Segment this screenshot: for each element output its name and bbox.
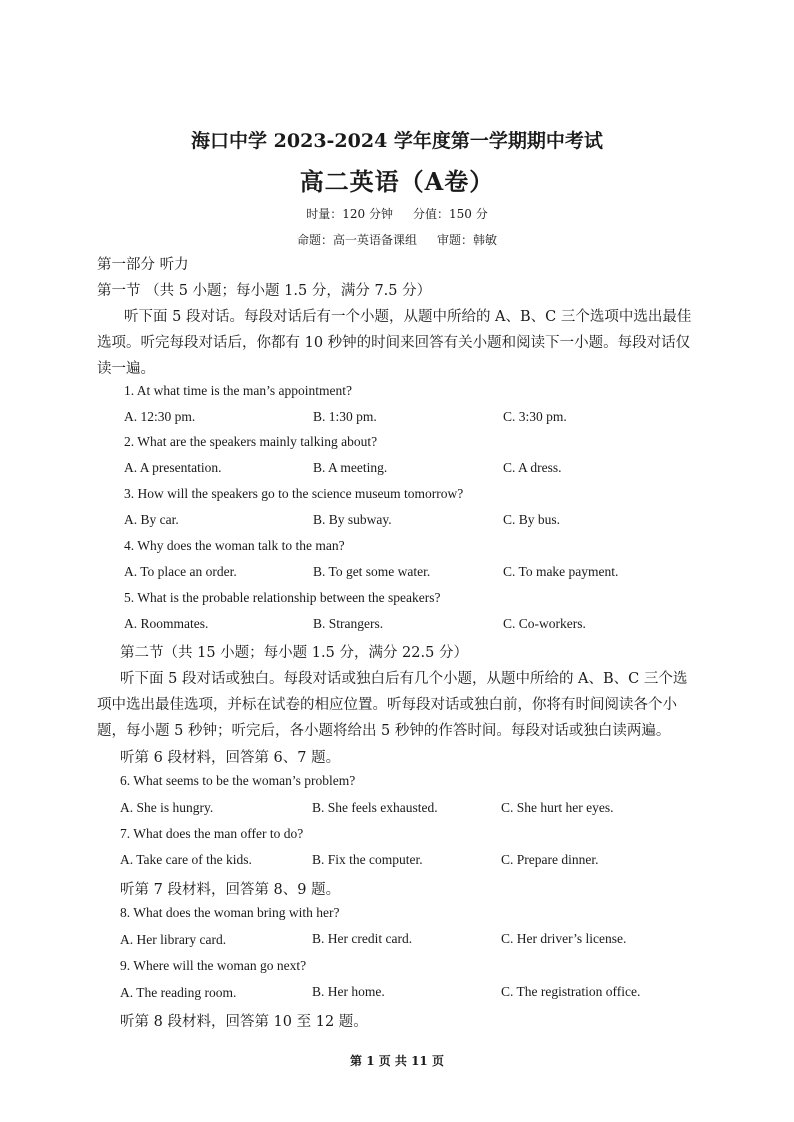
question-stem: 9. Where will the woman go next?: [120, 958, 307, 973]
page-number: 第 1 页 共 11 页: [350, 1054, 444, 1068]
section1-heading: 第一节 （共 5 小题；每小题 1.5 分，满分 7.5 分）: [97, 283, 432, 299]
section1-instructions-line1: 听下面 5 段对话。每段对话后有一个小题，从题中所给的 A、B、C 三个选项中选出最佳: [124, 309, 692, 325]
exam-reviewer: 审题：韩敏: [437, 233, 498, 247]
section2-instructions-line1: 听下面 5 段对话或独白。每段对话或独白后有几个小题，从题中所给的 A、B、C 三个选: [120, 671, 688, 687]
question-stem: 4. Why does the woman talk to the man?: [124, 538, 345, 553]
question-stem: 7. What does the man offer to do?: [120, 826, 304, 841]
material-8-note: 听第 8 段材料，回答第 10 至 12 题。: [120, 1014, 368, 1030]
option-b: B. She feels exhausted.: [312, 800, 438, 815]
section1-instructions-line3: 读一遍。: [97, 361, 155, 377]
exam-time-score: [0, 205, 794, 222]
exam-subtitle: 高二英语（A卷）: [299, 167, 495, 196]
option-b: B. Her credit card.: [312, 931, 413, 946]
option-a: A. The reading room.: [120, 985, 237, 1000]
option-b: B. By subway.: [313, 512, 392, 527]
option-b: B. 1:30 pm.: [313, 409, 377, 424]
option-c: C. To make payment.: [503, 564, 619, 579]
part1-title: 第一部分 听力: [97, 257, 189, 273]
option-b: B. A meeting.: [313, 460, 388, 475]
option-c: C. She hurt her eyes.: [501, 800, 614, 815]
option-c: C. Co-workers.: [503, 616, 586, 631]
exam-score: 分值：150 分: [413, 207, 488, 221]
question-stem: 5. What is the probable relationship between the speakers?: [124, 590, 441, 605]
question-stem: 1. At what time is the man’s appointment?: [124, 383, 352, 398]
option-b: B. To get some water.: [313, 564, 431, 579]
section1-instructions-line2: 选项。听完每段对话后，你都有 10 秒钟的时间来回答有关小题和阅读下一小题。每段对话仅: [97, 335, 691, 351]
question-stem: 6. What seems to be the woman’s problem?: [120, 773, 356, 788]
option-a: A. Roommates.: [124, 616, 209, 631]
option-c: C. A dress.: [503, 460, 562, 475]
exam-time: 时量：120 分钟: [306, 207, 393, 221]
option-a: A. By car.: [124, 512, 179, 527]
question-stem: 3. How will the speakers go to the science museum tomorrow?: [124, 486, 464, 501]
option-a: A. Her library card.: [120, 932, 227, 947]
material-7-note: 听第 7 段材料，回答第 8、9 题。: [120, 882, 341, 898]
option-c: C. 3:30 pm.: [503, 409, 567, 424]
option-a: A. She is hungry.: [120, 800, 214, 815]
option-a: A. 12:30 pm.: [124, 409, 196, 424]
option-b: B. Strangers.: [313, 616, 384, 631]
option-c: C. By bus.: [503, 512, 561, 527]
option-c: C. Prepare dinner.: [501, 852, 599, 867]
option-a: A. Take care of the kids.: [120, 852, 252, 867]
option-a: A. To place an order.: [124, 564, 237, 579]
option-c: C. The registration office.: [501, 984, 641, 999]
question-stem: 2. What are the speakers mainly talking about?: [124, 434, 378, 449]
question-stem: 8. What does the woman bring with her?: [120, 905, 340, 920]
option-c: C. Her driver’s license.: [501, 931, 627, 946]
section2-instructions-line3: 题，每小题 5 秒钟；听完后，各小题将给出 5 秒钟的作答时间。每段对话或独白读两遍。: [97, 723, 671, 739]
option-b: B. Fix the computer.: [312, 852, 423, 867]
exam-author: 命题：高一英语备课组: [296, 233, 417, 247]
exam-title: 海口中学 2023-2024 学年度第一学期期中考试: [191, 130, 603, 152]
option-b: B. Her home.: [312, 984, 385, 999]
section2-heading: 第二节（共 15 小题；每小题 1.5 分，满分 22.5 分）: [120, 645, 468, 661]
material-6-note: 听第 6 段材料，回答第 6、7 题。: [120, 750, 341, 766]
section2-instructions-line2: 项中选出最佳选项，并标在试卷的相应位置。听每段对话或独白前，你将有时间阅读各个小: [97, 697, 677, 713]
exam-authors: [0, 231, 794, 248]
option-a: A. A presentation.: [124, 460, 222, 475]
